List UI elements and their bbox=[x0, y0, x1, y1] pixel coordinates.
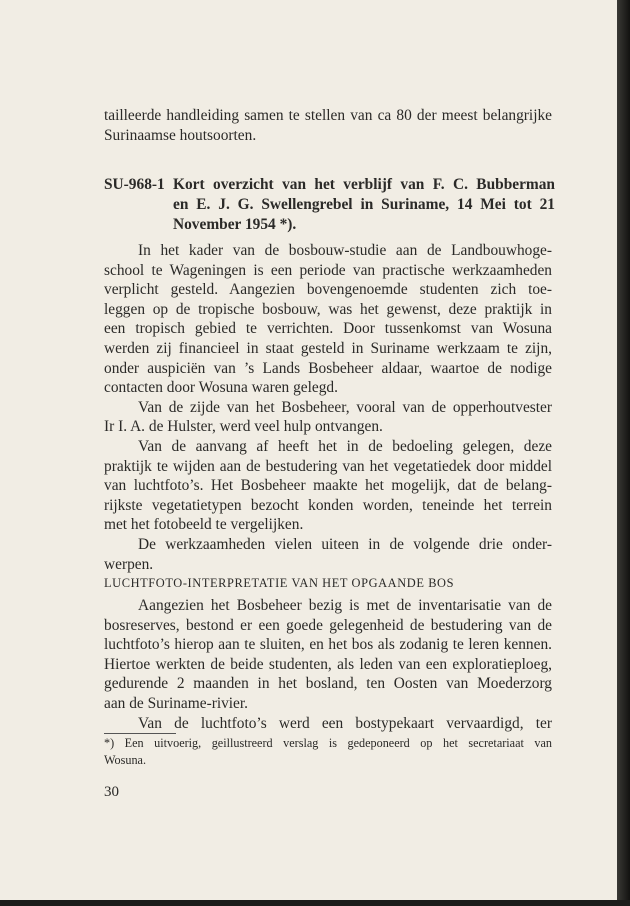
text-line: Ir I. A. de Hulster, werd veel hulp ontvangen. bbox=[104, 418, 383, 436]
section-title: LUCHTFOTO-INTERPRETATIE VAN HET OPGAANDE BOS bbox=[104, 576, 455, 590]
text-line: verplicht gesteld. Aangezien bovengenoemde studenten zich toe- bbox=[104, 281, 552, 299]
main-text bbox=[104, 241, 552, 574]
text-line: van luchtfoto’s. Het Bosbeheer maakte het mogelijk, dat de belang- bbox=[104, 477, 552, 495]
text-line: bosreserves, bestond er een goede gelegenheid de bestudering van de bbox=[104, 616, 552, 634]
text-line: praktijk te wijden aan de bestudering van het vegetatiedek door middel bbox=[104, 457, 552, 475]
text-line: leggen op de tropische bosbouw, was het gewenst, deze praktijk in bbox=[104, 300, 552, 318]
text-line: De werkzaamheden vielen uiteen in de volgende drie onder- bbox=[138, 535, 552, 553]
text-line: rijkste vegetatietypen bezocht konden worden, teneinde het terrein bbox=[104, 496, 552, 514]
text-line: luchtfoto’s hierop aan te sluiten, en het bos als zodanig te leren kennen. bbox=[104, 636, 552, 654]
text-line: In het kader van de bosbouw-studie aan de Landbouwhoge- bbox=[138, 242, 552, 259]
text-line: aan de Suriname-rivier. bbox=[104, 694, 249, 712]
heading-line: November 1954 *). bbox=[173, 216, 297, 233]
text-line: met het fotobeeld te vergelijken. bbox=[104, 516, 304, 534]
text-line: school te Wageningen is een periode van practische werkzaamheden bbox=[104, 261, 552, 279]
section-text bbox=[104, 596, 552, 733]
footnote bbox=[104, 735, 552, 769]
footnote-divider bbox=[104, 733, 176, 734]
text-line: Van de luchtfoto’s werd een bostypekaart vervaardigd, ter bbox=[138, 714, 552, 732]
page-bottom-edge bbox=[0, 900, 630, 906]
text-line: werden zij financieel in staat gesteld in Suriname werkzaam te zijn, bbox=[104, 339, 552, 357]
heading-code: SU-968-1 bbox=[104, 176, 165, 193]
footnote-line: Wosuna. bbox=[104, 753, 147, 767]
text-line: werpen. bbox=[104, 555, 154, 573]
text-line: een tropisch gebied te verrichten. Door tussenkomst van Wosuna bbox=[104, 320, 552, 338]
text-line: onder auspiciën van ’s Lands Bosbeheer aldaar, waartoe de nodige bbox=[104, 359, 552, 377]
book-spine-shadow bbox=[617, 0, 630, 906]
text-line: tailleerde handleiding samen te stellen van ca 80 der meest belangrijke bbox=[104, 107, 552, 124]
heading-line: Kort overzicht van het verblijf van F. C. Bubberman bbox=[173, 176, 555, 193]
footnote-line: *) Een uitvoerig, geillustreerd verslag is gedeponeerd op het secretariaat van bbox=[104, 736, 552, 750]
text-line: Van de zijde van het Bosbeheer, vooral van de opperhoutvester bbox=[138, 398, 552, 416]
text-line: gedurende 2 maanden in het bosland, ten Oosten van Moederzorg bbox=[104, 675, 552, 693]
page-number: 30 bbox=[104, 784, 119, 800]
text-line: Hiertoe werkten de beide studenten, als leden van een exploratieploeg, bbox=[104, 655, 552, 673]
intro-text bbox=[104, 106, 552, 145]
heading-line: en E. J. G. Swellengrebel in Suriname, 14 Mei tot 21 bbox=[173, 196, 555, 213]
text-line: Aangezien het Bosbeheer bezig is met de inventarisatie van de bbox=[138, 597, 552, 614]
text-line: contacten door Wosuna waren gelegd. bbox=[104, 379, 338, 397]
text-line: Van de aanvang af heeft het in de bedoeling gelegen, deze bbox=[138, 437, 552, 455]
text-line: Surinaamse houtsoorten. bbox=[104, 126, 257, 144]
